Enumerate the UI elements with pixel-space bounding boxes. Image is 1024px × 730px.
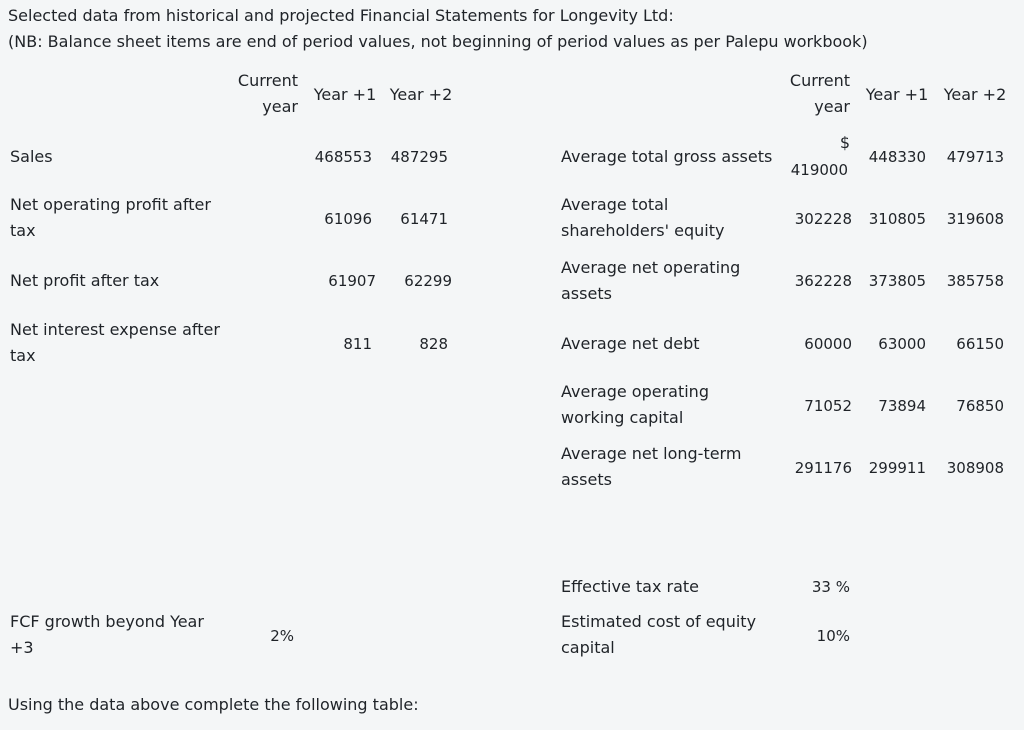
right-row-owc-y2: 76850 — [956, 397, 1004, 415]
right-row-tax-label: Effective tax rate — [561, 577, 700, 596]
right-row-equity-y1: 310805 — [868, 210, 926, 228]
right-row-nlta-y1: 299911 — [868, 459, 926, 477]
left-row-nopat-y1: 61096 — [324, 210, 372, 228]
left-row-interest-y2: 828 — [419, 335, 448, 353]
right-row-coe-value: 10% — [816, 627, 850, 645]
right-row-equity-y2: 319608 — [946, 210, 1004, 228]
right-row-owc-current: 71052 — [804, 397, 852, 415]
right-row-coe-label: Estimated cost of equity capital — [561, 612, 757, 657]
right-row-net-debt-y1: 63000 — [878, 335, 926, 353]
right-row-gross-assets-y1: 448330 — [868, 148, 926, 166]
left-row-nopat-y2: 61471 — [400, 210, 448, 228]
right-row-gross-assets-label: Average total gross assets — [561, 147, 773, 166]
right-row-equity-current: 302228 — [794, 210, 852, 228]
left-row-npat-y1: 61907 — [328, 272, 376, 290]
right-row-net-debt-y2: 66150 — [956, 335, 1004, 353]
right-row-gross-assets-y2: 479713 — [946, 148, 1004, 166]
left-row-npat-label: Net profit after tax — [10, 271, 160, 290]
right-row-equity-label: Average total shareholders' equity — [561, 195, 725, 240]
left-row-fcf-value: 2% — [270, 627, 294, 645]
left-col-header-year2: Year +2 — [389, 85, 453, 104]
header-line-1: Selected data from historical and projected Financial Statements for Longevity Ltd: — [8, 6, 674, 25]
footer-instruction: Using the data above complete the following table: — [8, 695, 419, 714]
right-row-tax-value: 33 % — [811, 578, 850, 596]
left-row-nopat-label: Net operating profit after tax — [10, 195, 211, 240]
right-row-net-debt-label: Average net debt — [561, 334, 700, 353]
right-col-header-year2: Year +2 — [943, 85, 1007, 104]
right-row-net-debt-current: 60000 — [804, 335, 852, 353]
left-row-interest-y1: 811 — [343, 335, 372, 353]
left-row-sales-y1: 468553 — [314, 148, 372, 166]
header-line-2: (NB: Balance sheet items are end of period values, not beginning of period values as per Palepu workbook) — [8, 32, 868, 51]
right-row-noa-label: Average net operating assets — [561, 258, 741, 303]
left-row-fcf-label: FCF growth beyond Year +3 — [10, 612, 204, 657]
right-row-noa-current: 362228 — [794, 272, 852, 290]
left-row-sales-y2: 487295 — [390, 148, 448, 166]
right-row-nlta-y2: 308908 — [946, 459, 1004, 477]
right-row-gross-assets-current: 419000 — [790, 161, 848, 179]
left-col-header-year1: Year +1 — [313, 85, 377, 104]
right-row-nlta-current: 291176 — [794, 459, 852, 477]
right-row-gross-assets-currency: $ — [839, 133, 850, 152]
left-row-sales-label: Sales — [10, 147, 53, 166]
right-col-header-year1: Year +1 — [865, 85, 929, 104]
left-col-header-current: Current year — [237, 71, 298, 116]
left-row-npat-y2: 62299 — [404, 272, 452, 290]
right-row-owc-y1: 73894 — [878, 397, 926, 415]
right-row-owc-label: Average operating working capital — [561, 382, 709, 427]
left-row-interest-label: Net interest expense after tax — [10, 320, 220, 365]
right-row-noa-y1: 373805 — [868, 272, 926, 290]
right-col-header-current: Current year — [789, 71, 850, 116]
right-row-nlta-label: Average net long-term assets — [561, 444, 742, 489]
right-row-noa-y2: 385758 — [946, 272, 1004, 290]
